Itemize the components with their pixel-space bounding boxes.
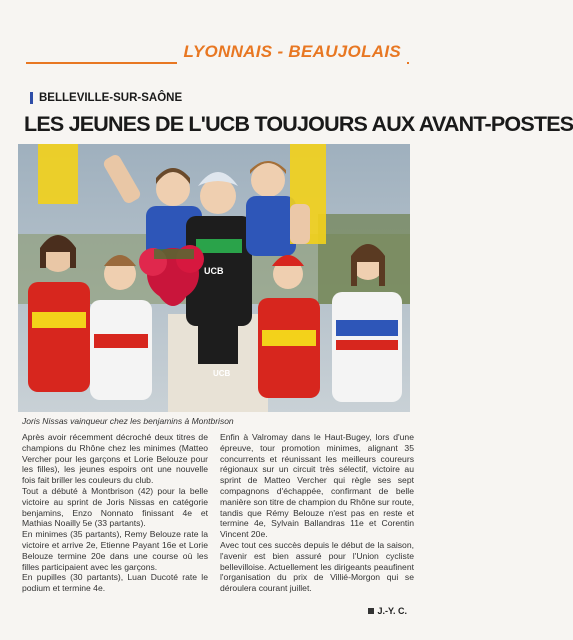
article-paragraph: Avec tout ces succès depuis le début de la saison, l'avenir est bien assuré pour l'Union cycliste bellevilloise. Actuellement les dirigeants peaufinent l'organisation du prix de Villié-Morgon qui se déroulera courant juillet. bbox=[220, 539, 414, 594]
article-column-left bbox=[22, 432, 208, 594]
article-photo bbox=[18, 144, 410, 412]
article-paragraph: En pupilles (30 partants), Luan Ducoté rate le podium et termine 4e. bbox=[22, 572, 208, 594]
section-header bbox=[0, 40, 425, 70]
article-kicker: BELLEVILLE-SUR-SAÔNE bbox=[30, 92, 182, 104]
winner-jersey-text: UCB bbox=[204, 266, 224, 276]
article-headline: LES JEUNES DE L'UCB TOUJOURS AUX AVANT-POSTES bbox=[24, 112, 573, 136]
section-title: LYONNAIS - BEAUJOLAIS bbox=[177, 40, 407, 64]
short-text: UCB bbox=[213, 369, 231, 378]
article-column-right bbox=[220, 432, 414, 594]
photo-caption: Joris Nissas vainqueur chez les benjamins à Montbrison bbox=[22, 416, 234, 426]
author-signature bbox=[368, 606, 407, 616]
signature-square-icon bbox=[368, 608, 374, 614]
article-paragraph: Enfin à Valromay dans le Haut-Bugey, lors d'une épreuve, tour promotion minimes, alignant 35 concurrents et réunissant les meilleurs coureurs régionaux sur un circuit très sélectif, victoire au sprint de Matteo Vercher qui règle ses sept compagnons d'échappée, confirmant de belle manière son titre de champion du Rhône sur route, tandis que Rémy Belouze n'est pas en reste et termine 4e, Sylvain Ballandras 11e et Corentin Vincent 20e. bbox=[220, 432, 414, 540]
signature-text: J.-Y. C. bbox=[377, 606, 407, 616]
article-paragraph: En minimes (35 partants), Remy Belouze rate la victoire et arrive 2e, Etienne Payant 16e et Lorie Belouze termine 20e dans une course où les filles participaient avec les garçons. bbox=[22, 529, 208, 572]
yellow-bouquet-left bbox=[38, 144, 78, 204]
article-paragraph: Après avoir récemment décroché deux titres de champions du Rhône chez les minimes (Matteo Vercher pour les garçons et Lorie Belouze pour les filles), les jeunes espoirs ont une nouvelle fois fait briller les couleurs du club. bbox=[22, 432, 208, 486]
article-paragraph: Tout a débuté à Montbrison (42) pour la belle victoire au sprint de Joris Nissas en catégorie benjamins, Enzo Nonnato finissant 4e et Mathias Noailly 5e (33 partants). bbox=[22, 485, 208, 529]
